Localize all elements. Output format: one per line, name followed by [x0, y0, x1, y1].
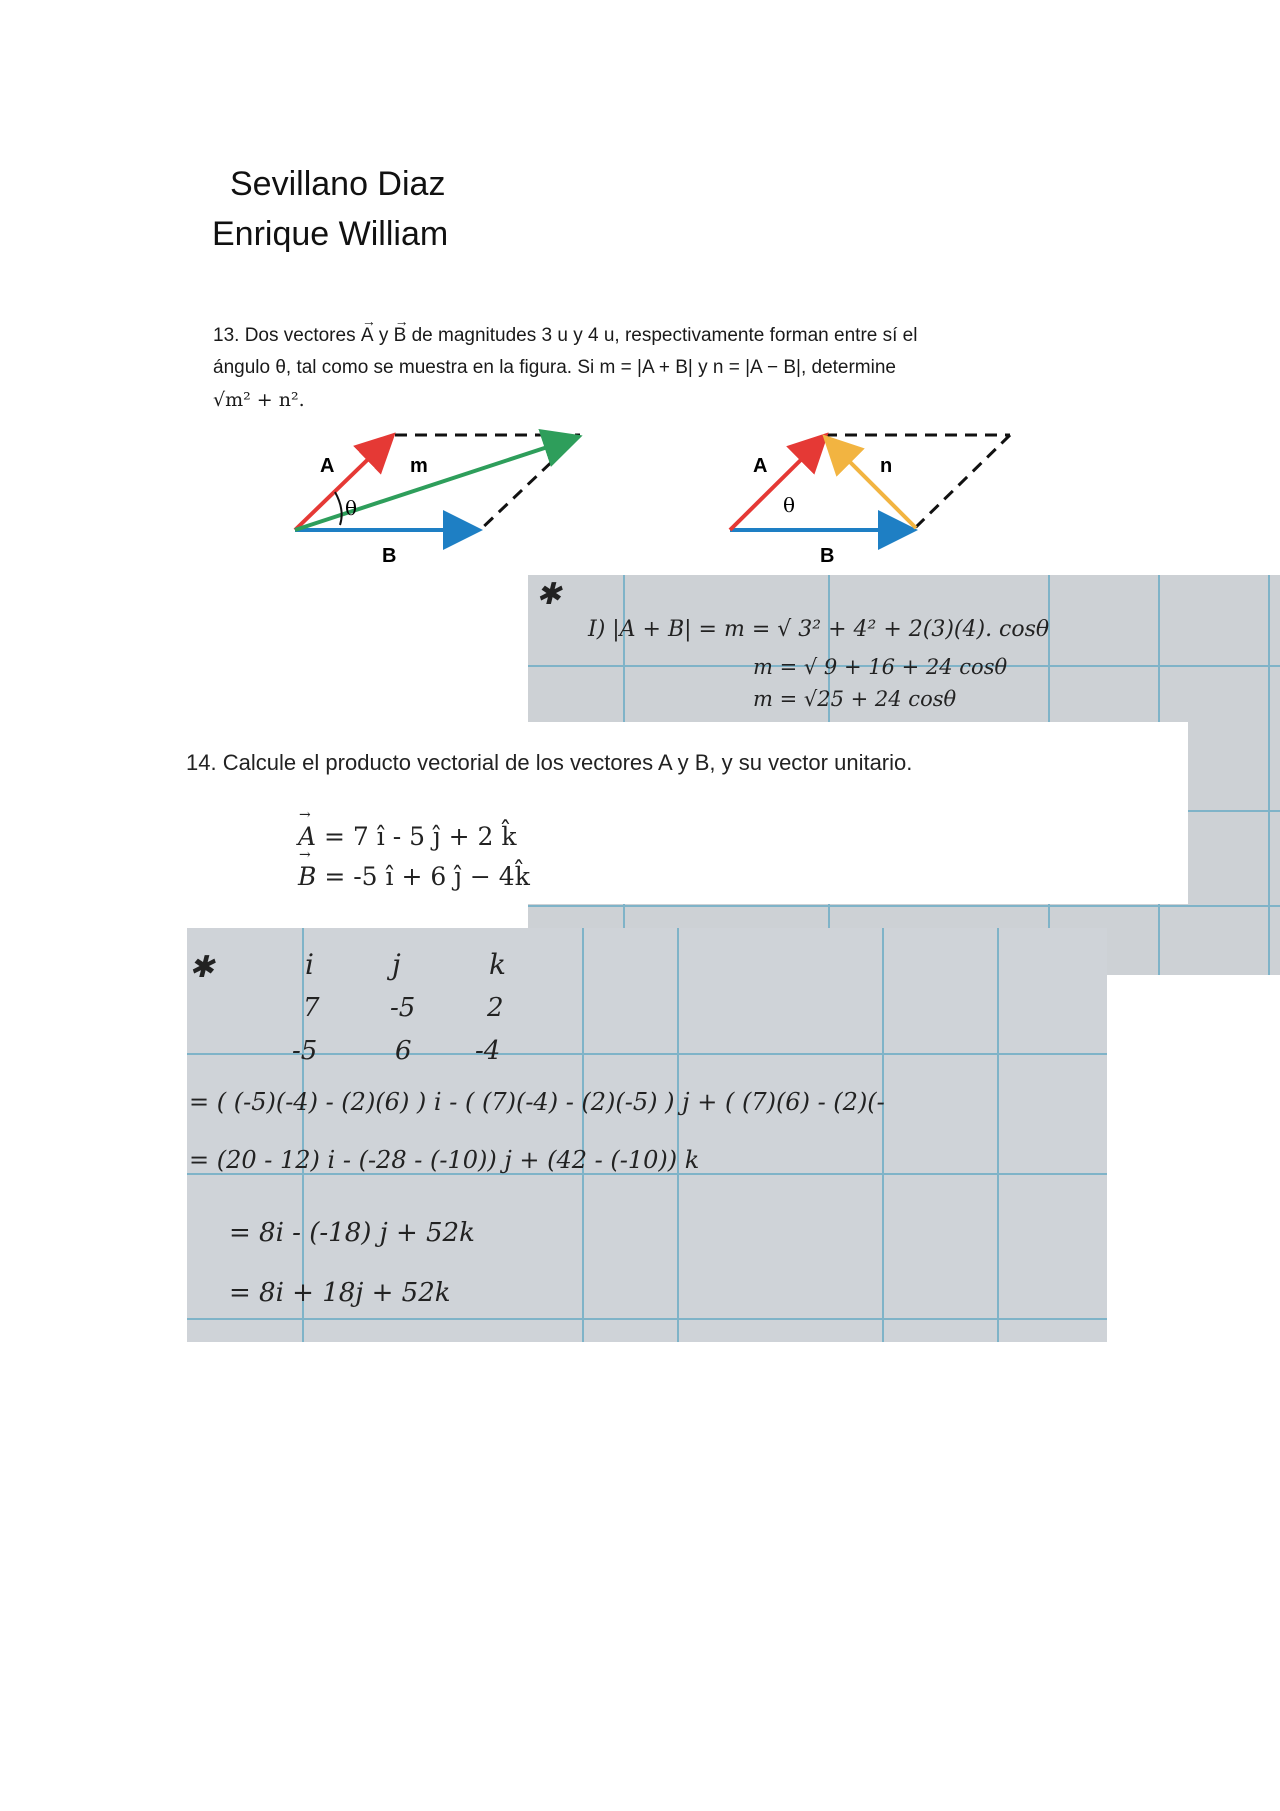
vector-n [828, 440, 916, 528]
vector-a-definition: → A = 7 î - 5 ĵ + 2 k̂ [298, 822, 517, 851]
matrix-r1-c2: -5 [390, 993, 416, 1023]
vector-m [295, 438, 575, 530]
figure-left [295, 435, 580, 567]
figure-right [730, 435, 1010, 567]
vector-a-right [730, 438, 823, 530]
cross-product-step-3: = 8i - (-18) j + 52k [229, 1218, 475, 1248]
matrix-r2-c3: -4 [475, 1036, 501, 1066]
problem-13-line-1: 13. Dos vectores → A y → B de magnitudes 3 u y 4 u, respectivamente forman entre sí el [213, 320, 1073, 352]
problem-13-line-2: ángulo θ, tal como se muestra en la figura. Si m = |A + B| y n = |A − B|, determine [213, 357, 896, 378]
author-last-name: Sevillano Diaz [230, 165, 446, 203]
dashed-side-right [915, 435, 1010, 528]
handwriting-1-line-2: m = √ 9 + 16 + 24 cosθ [753, 655, 1008, 679]
handwriting-1-line-1: I) |A + B| = m = √ 3² + 4² + 2(3)(4). cosθ [588, 617, 1050, 642]
problem-13-figures [280, 420, 1040, 570]
matrix-r2-c2: 6 [395, 1036, 412, 1066]
problem-13-statement [213, 320, 1073, 416]
problem-13-formula: √m² + n². [213, 389, 305, 411]
problem-14-title: 14. Calcule el producto vectorial de los vectores A y B, y su vector unitario. [186, 750, 913, 775]
cross-product-step-2: = (20 - 12) i - (-28 - (-10)) j + (42 - (-10)) k [189, 1146, 700, 1174]
matrix-r1-c1: 7 [303, 993, 320, 1023]
cross-product-step-4: = 8i + 18j + 52k [229, 1278, 451, 1308]
label-theta-left: θ [345, 496, 358, 520]
problem-14-card [178, 722, 1188, 904]
asterisk-icon: ✱ [536, 577, 562, 612]
vector-b-definition: → B = -5 î + 6 ĵ − 4k̂ [298, 862, 530, 891]
matrix-header-j: j [392, 948, 401, 981]
dashed-side-left [480, 435, 580, 530]
cross-product-step-1: = ( (-5)(-4) - (2)(6) ) i - ( (7)(-4) - (2)(-5) ) j + ( (7)(6) - (2)(- [189, 1088, 885, 1116]
handwriting-photo-2 [187, 928, 1107, 1342]
matrix-r1-c3: 2 [487, 993, 504, 1023]
label-a-right: A [753, 455, 768, 477]
angle-arc-left [335, 492, 342, 525]
matrix-header-k: k [489, 948, 506, 981]
handwriting-1-line-3: m = √25 + 24 cosθ [753, 687, 957, 711]
label-b-left: B [382, 545, 397, 567]
label-theta-right: θ [783, 493, 796, 517]
asterisk-icon-2: ✱ [189, 950, 215, 985]
label-n: n [880, 455, 893, 477]
matrix-header-i: i [305, 948, 314, 981]
author-first-name: Enrique William [212, 215, 449, 253]
label-a-left: A [320, 455, 335, 477]
label-m: m [410, 455, 428, 477]
label-b-right: B [820, 545, 835, 567]
matrix-r2-c1: -5 [292, 1036, 318, 1066]
